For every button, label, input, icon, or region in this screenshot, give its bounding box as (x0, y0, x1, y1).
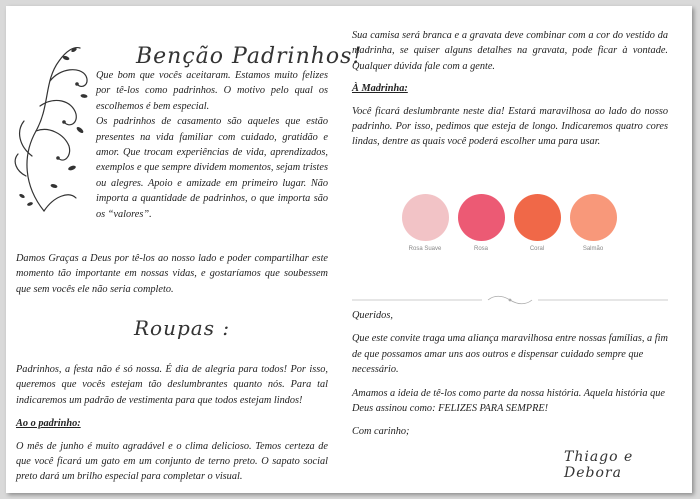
swatch-rosa (457, 194, 505, 252)
godfather-heading: Ao o padrinho: (16, 418, 81, 430)
shirt-paragraph: Sua camisa será branca e a gravata deve combinar com a cor do vestido da madrinha, se quiser alguns detalhes na gravata, pode ficar à vontade. Qualquer dúvida fale com a gente. (352, 30, 668, 72)
closing: Com carinho; (352, 426, 410, 438)
swatch-circle (570, 194, 617, 241)
swatch-salmao (569, 194, 617, 252)
section-title-roupas: Roupas : (134, 316, 231, 340)
swatch-label: Salmão (582, 246, 604, 252)
right-column-top (352, 28, 668, 150)
intro-paragraph: Que bom que vocês aceitaram. Estamos muito felizes por tê-los como padrinhos. O motivo pelo qual os escolhemos é bem especial. (96, 70, 328, 112)
godparents-paragraph: Os padrinhos de casamento são aqueles que estão presentes na vida familiar com cuidado, gratidão e amor. Que trocam experiências de vida, aprendizados, exemplos e que sempre dividem momentos, sejam tristes ou alegres. Apoio e amizade em primeiro lugar. Não importa a quantidade de padrinhos, o que importa são os “valores”. (96, 116, 328, 220)
clothes-intro-paragraph: Padrinhos, a festa não é só nossa. É dia de alegria para todos! Por isso, queremos que vocês estejam tão deslumbrantes quanto nós. Para tal indicaremos um padrão de vestimenta para que todos estejam lindos! (16, 364, 328, 406)
swatch-circle (514, 194, 561, 241)
swatch-circle (458, 194, 505, 241)
godmother-heading: À Madrinha: (352, 83, 408, 95)
swatch-label: Rosa (473, 246, 488, 252)
ornamental-divider-icon (352, 295, 668, 305)
left-column (16, 68, 328, 222)
godmother-paragraph: Você ficará deslumbrante neste dia! Estará maravilhosa ao lado do nosso padrinho. Por isso, pedimos que esteja de longo. Indicaremos quatro cores lindas, dentre as quais você poderá escolher uma para usar. (352, 105, 668, 148)
color-swatches (401, 194, 621, 264)
alliance-paragraph: Que este convite traga uma aliança maravilhosa entre nossas famílias, a fim de que possamos amar uns aos outros e dispensar cuidado sempre que necessário. (352, 333, 668, 376)
swatch-label: Rosa Suave (408, 246, 442, 252)
page-title: Benção Padrinhos! (136, 44, 363, 69)
greeting: Queridos, (352, 310, 393, 321)
thanks-paragraph: Damos Graças a Deus por tê-los ao nosso lado e poder compartilhar este momento tão importante em nossas vidas, e gostaríamos que soubessem que sem vocês ele não seria completo. (16, 253, 328, 295)
right-column-bottom (352, 308, 668, 440)
left-column-lower (16, 251, 328, 297)
story-paragraph: Amamos a ideia de tê-los como parte da nossa história. Aquela história que Deus assinou como: FELIZES PARA SEMPRE! (352, 387, 665, 415)
signature: Thiago e Debora (564, 449, 634, 481)
clothes-section (16, 362, 328, 485)
swatch-coral (513, 194, 561, 252)
swatch-circle (402, 194, 449, 241)
swatch-label: Coral (529, 246, 545, 252)
swatch-rosa-suave (401, 194, 449, 252)
invitation-page (6, 6, 692, 493)
godfather-paragraph: O mês de junho é muito agradável e o clima delicioso. Temos certeza de que você ficará um gato em um conjunto de terno preto. O sapato social preto dará um brilho especial para completar o visual. (16, 440, 328, 483)
